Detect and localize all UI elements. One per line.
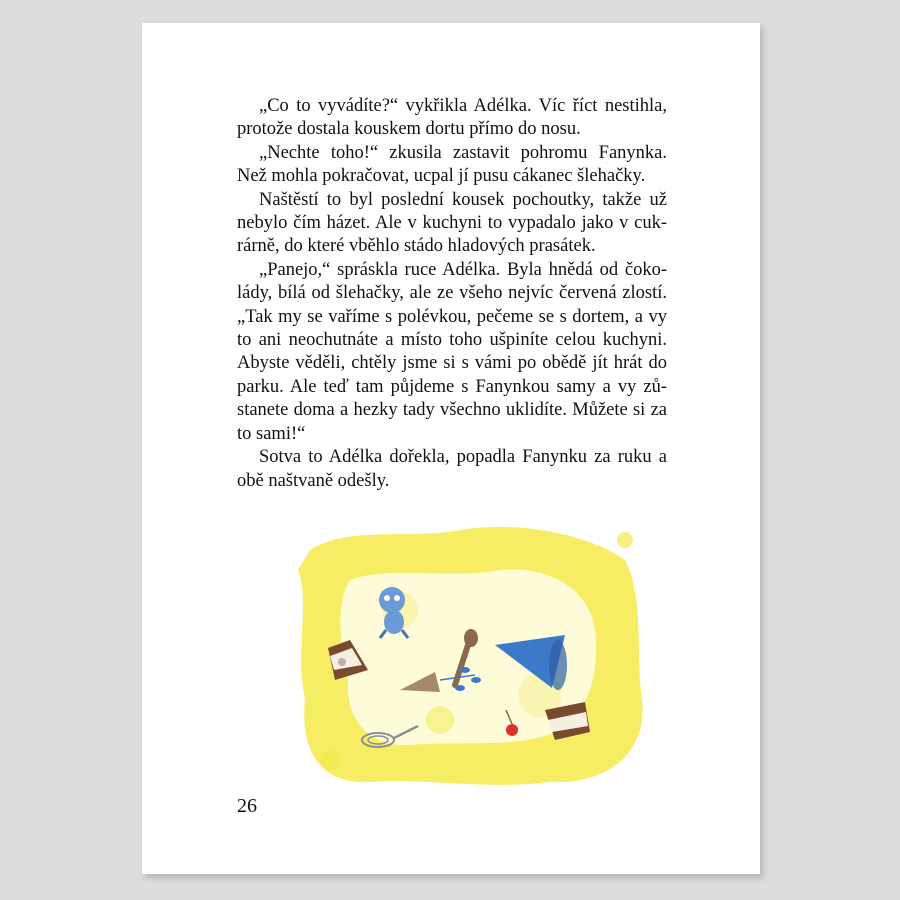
paragraph-3: Naštěstí to byl poslední kousek pochoutky, takže už nebylo čím házet. Ale v kuchyni to vypadalo jako v cukrárně, do které vběhlo stádo hladových prasátek. [237, 189, 667, 257]
story-text [237, 95, 667, 493]
kitchen-mess-illustration [290, 520, 650, 800]
paragraph-4: „Panejo,“ spráskla ruce Adélka. Byla hnědá od čokolády, bílá od šlehačky, ale ze všeho nejvíc červená zlostí. „Tak my se vaříme s polévkou, pečeme se s dortem, a vy to ani neochutnáte a místo toho ušpiníte celou kuchyni. Abyste věděli, chtěly jsme si s vámi po obědě jít hrát do parku. Ale teď tam půjdeme s Fanynkou samy a vy zůstanete doma a hezky tady všechno uklidíte. Můžete si za to sami!“ [237, 259, 667, 444]
page-number: 26 [237, 795, 257, 817]
paragraph-5: Sotva to Adélka dořekla, popadla Fanynku za ruku a obě naštvaně odešly. [237, 447, 667, 491]
paragraph-2: „Nechte toho!“ zkusila zastavit pohromu Fanynka. Než mohla pokračovat, ucpal jí pusu cákanec šlehačky. [237, 142, 667, 187]
book-page [142, 23, 760, 874]
paragraph-1: „Co to vyvádíte?“ vykřikla Adélka. Víc říct nestihla, protože dostala kouskem dortu přímo do nosu. [237, 96, 667, 140]
